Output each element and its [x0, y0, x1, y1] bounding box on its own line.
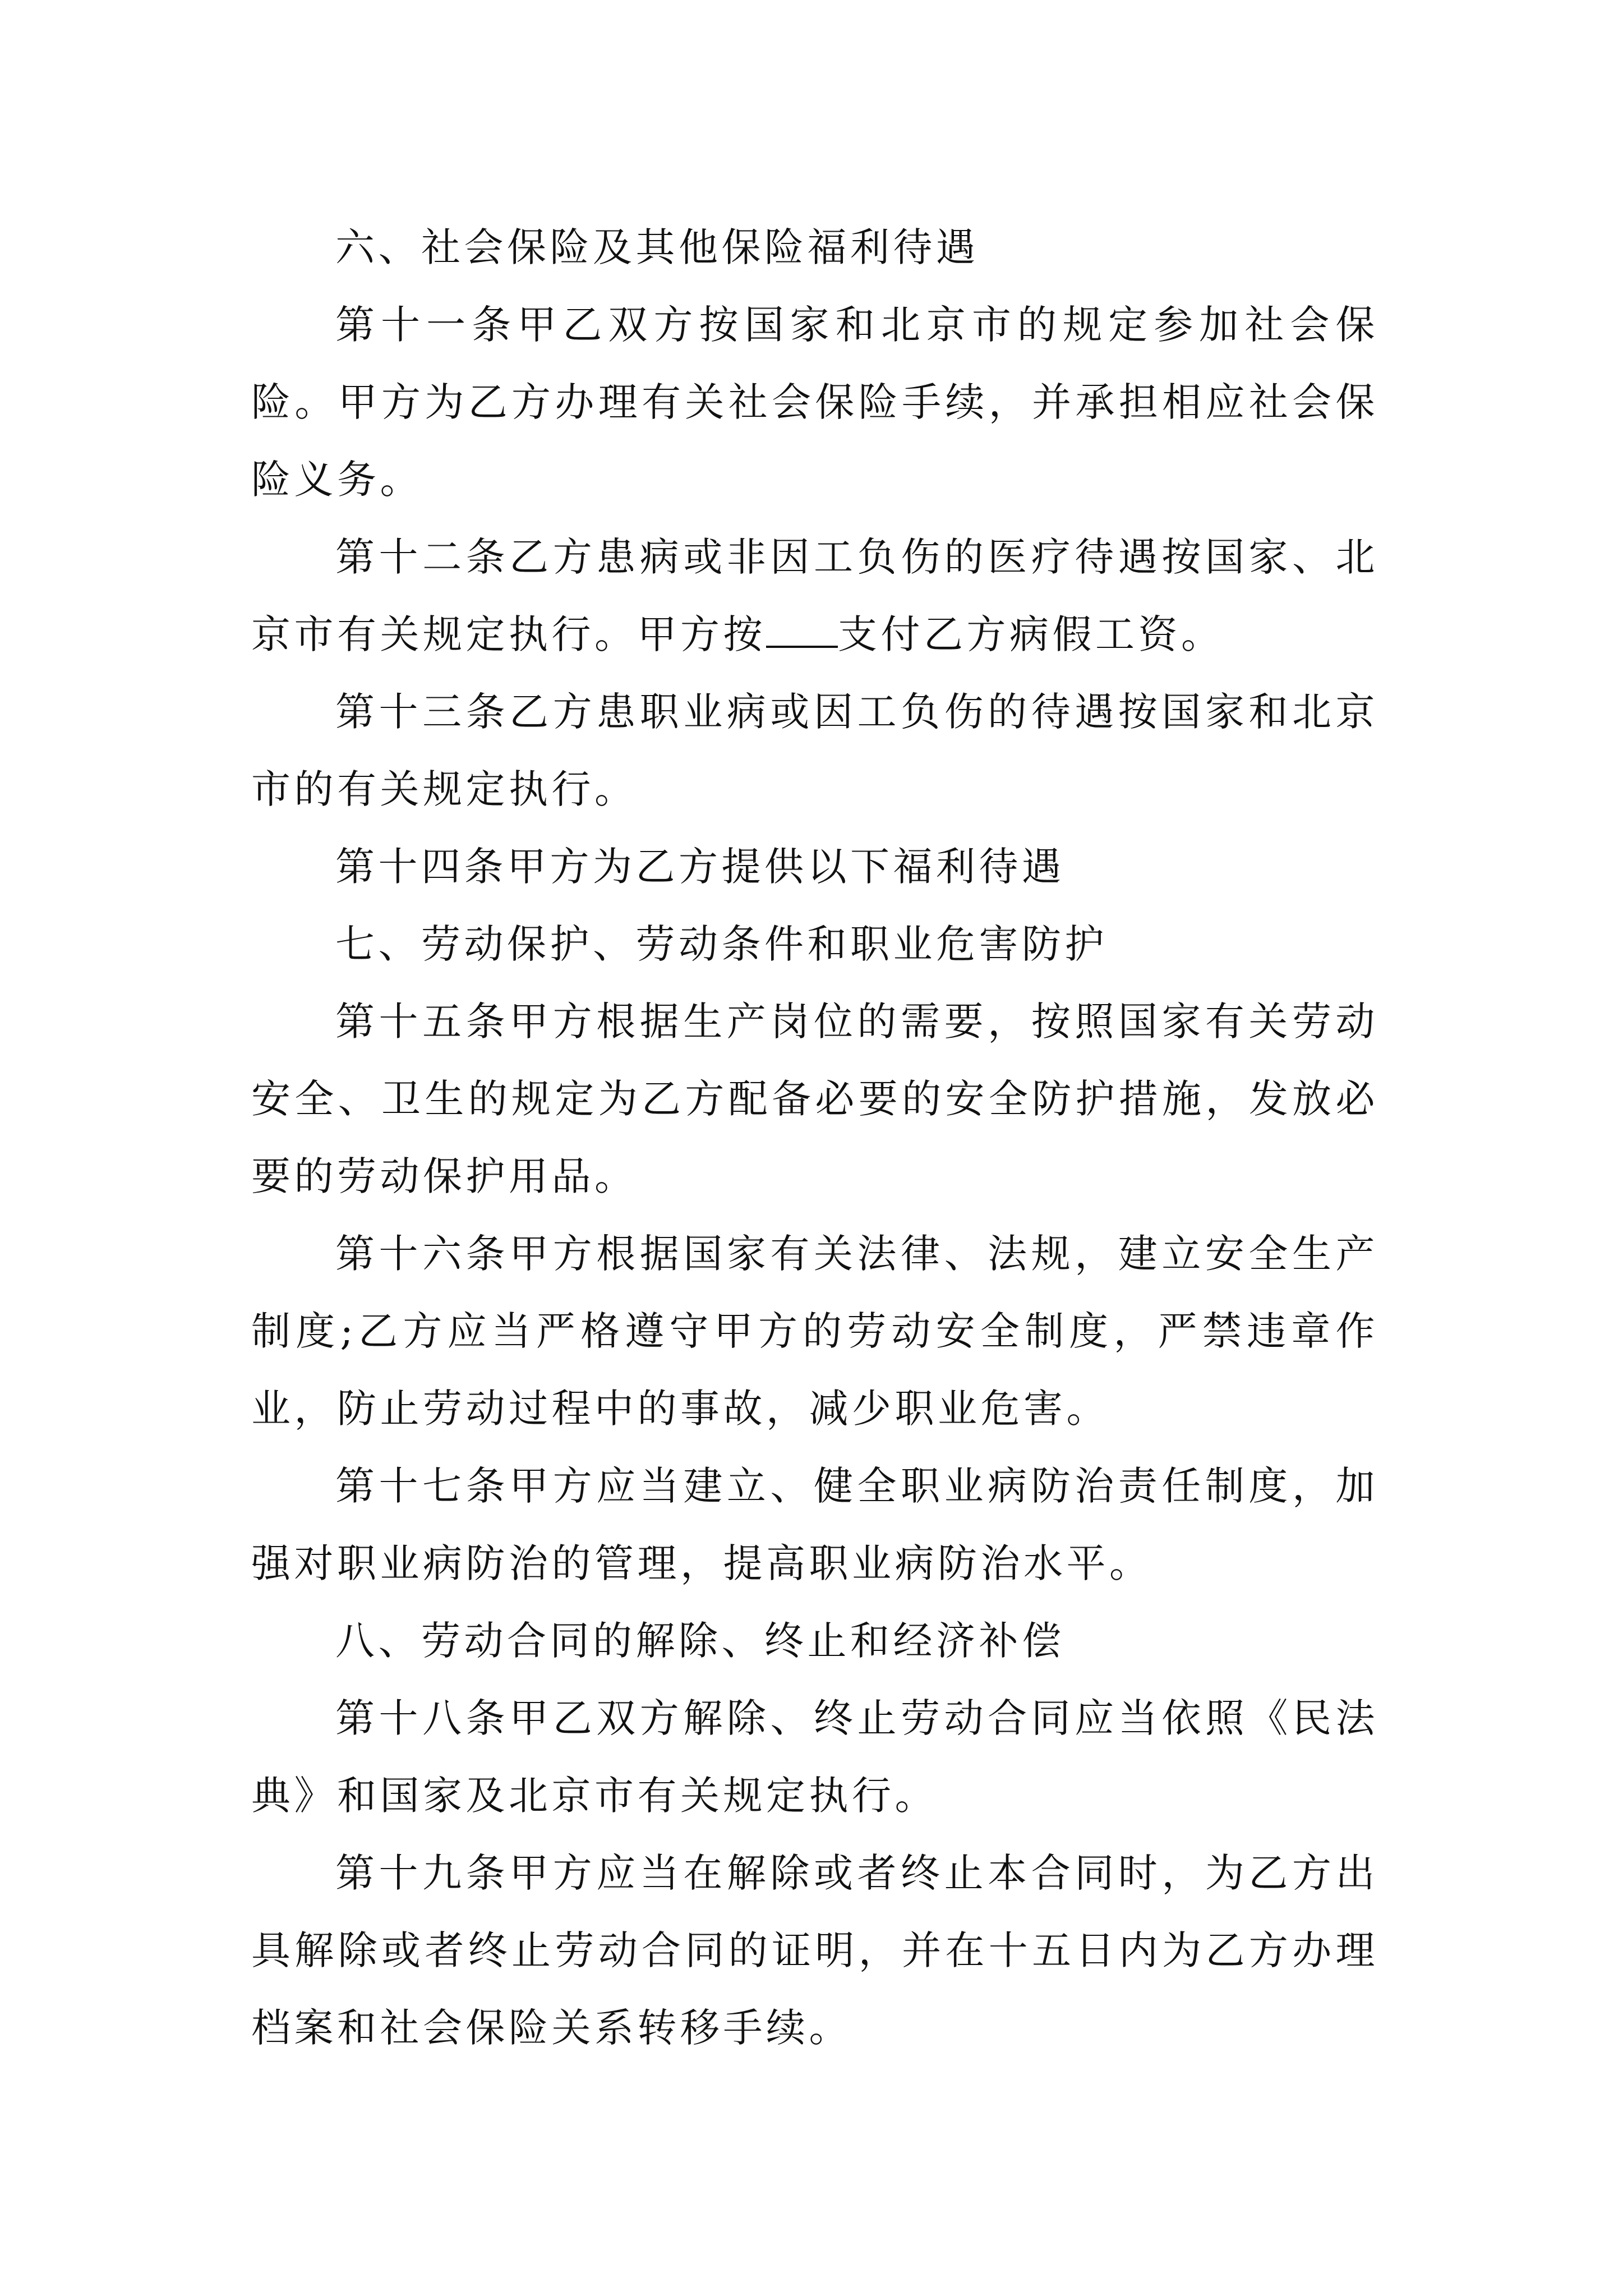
section-heading-social-insurance: 六、社会保险及其他保险福利待遇 [335, 224, 979, 270]
clause-12 [251, 518, 1378, 673]
document-page [251, 209, 1378, 2067]
clause-14: 第十四条甲方为乙方提供以下福利待遇 [335, 844, 1065, 890]
clause-18: 第十八条甲乙双方解除、终止劳动合同应当依照《民法典》和国家及北京市有关规定执行。 [251, 1695, 1378, 1819]
section-heading-labor-protection: 七、劳动保护、劳动条件和职业危害防护 [335, 921, 1108, 967]
fill-in-blank [766, 612, 838, 648]
clause-19: 第十九条甲方应当在解除或者终止本合同时，为乙方出具解除或者终止劳动合同的证明，并在十五日内为乙方办理档案和社会保险关系转移手续。 [251, 1850, 1378, 2051]
clause-12-text-before: 第十二条乙方患病或非因工负伤的医疗待遇按国家、北京市有关规定执行。甲方按 [251, 534, 1378, 657]
clause-13: 第十三条乙方患职业病或因工负伤的待遇按国家和北京市的有关规定执行。 [251, 689, 1378, 812]
clause-16: 第十六条甲方根据国家有关法律、法规，建立安全生产制度;乙方应当严格遵守甲方的劳动安全制度，严禁违章作业，防止劳动过程中的事故，减少职业危害。 [251, 1231, 1378, 1432]
clause-12-text-after: 支付乙方病假工资。 [838, 611, 1224, 657]
clause-17: 第十七条甲方应当建立、健全职业病防治责任制度，加强对职业病防治的管理，提高职业病防治水平。 [251, 1463, 1378, 1586]
section-heading-termination: 八、劳动合同的解除、终止和经济补偿 [335, 1618, 1065, 1664]
clause-15: 第十五条甲方根据生产岗位的需要，按照国家有关劳动安全、卫生的规定为乙方配备必要的安全防护措施，发放必要的劳动保护用品。 [251, 999, 1378, 1199]
clause-11: 第十一条甲乙双方按国家和北京市的规定参加社会保险。甲方为乙方办理有关社会保险手续，并承担相应社会保险义务。 [251, 302, 1378, 503]
